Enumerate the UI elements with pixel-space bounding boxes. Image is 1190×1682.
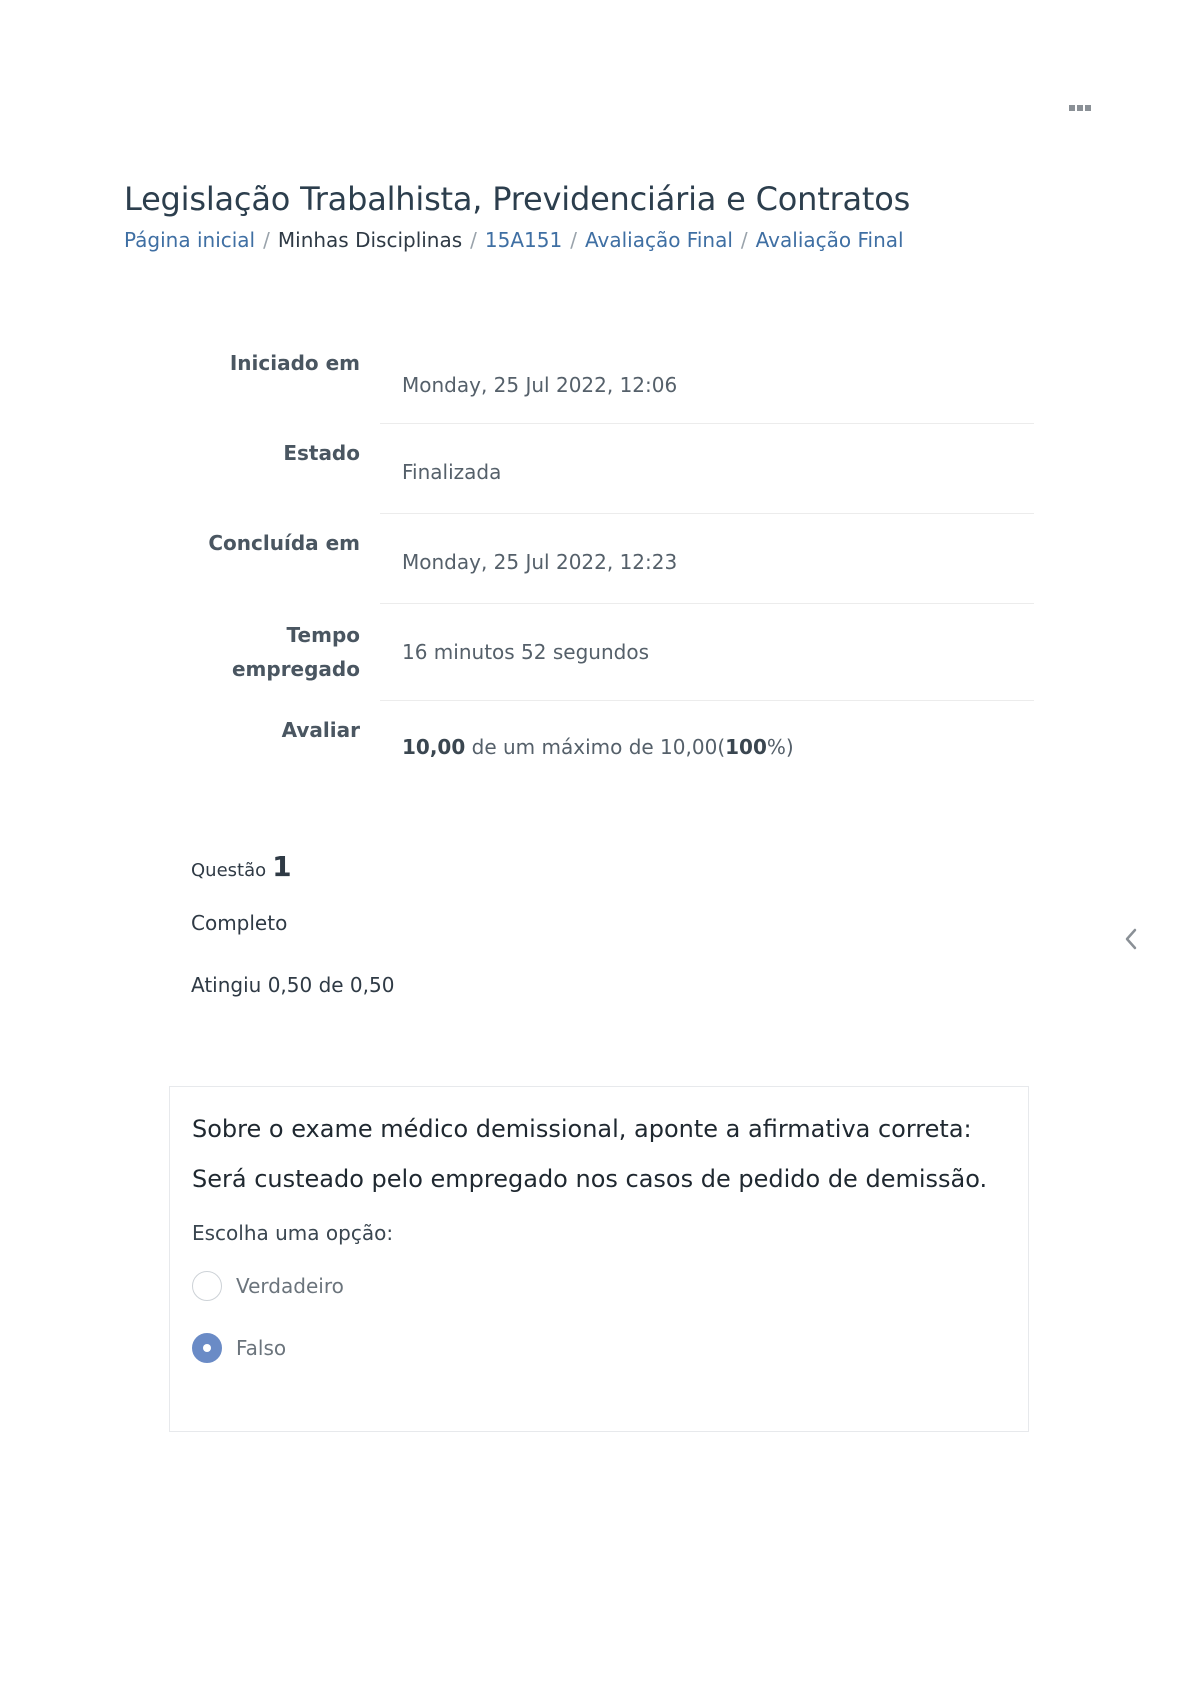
summary-row-started xyxy=(124,340,1034,424)
drawer-toggle-button[interactable] xyxy=(1116,924,1146,954)
answer-label: Falso xyxy=(236,1336,287,1360)
grade-percent: 100 xyxy=(725,735,767,759)
answer-options xyxy=(192,1263,1006,1371)
breadcrumb-quiz-link[interactable]: Avaliação Final xyxy=(755,228,904,252)
summary-label: Iniciado em xyxy=(229,351,360,375)
more-horizontal-icon xyxy=(1069,104,1091,112)
radio-button[interactable] xyxy=(192,1271,222,1301)
answer-label: Verdadeiro xyxy=(236,1274,344,1298)
breadcrumb-section-link[interactable]: Avaliação Final xyxy=(584,228,733,252)
summary-value xyxy=(380,701,1034,787)
question-text xyxy=(192,1109,1006,1199)
question-grade: Atingiu 0,50 de 0,50 xyxy=(191,973,395,997)
question-card xyxy=(169,1086,1029,1432)
grade-text: de um máximo de 10,00( xyxy=(465,735,726,759)
summary-value: Monday, 25 Jul 2022, 12:23 xyxy=(380,514,1034,604)
summary-value: 16 minutos 52 segundos xyxy=(380,604,1034,701)
page-header xyxy=(124,180,1074,252)
summary-label xyxy=(124,604,380,701)
breadcrumb-separator: / xyxy=(570,228,577,252)
summary-row-grade xyxy=(124,701,1034,787)
grade-text-end: %) xyxy=(766,735,794,759)
summary-label-line2: empregado xyxy=(231,657,360,681)
breadcrumb-separator: / xyxy=(470,228,477,252)
chevron-left-icon xyxy=(1124,927,1138,951)
breadcrumb xyxy=(124,228,1074,252)
breadcrumb-separator: / xyxy=(263,228,270,252)
breadcrumb-course-link[interactable]: 15A151 xyxy=(484,228,563,252)
breadcrumb-my-courses: Minhas Disciplinas xyxy=(277,228,463,252)
summary-label: Estado xyxy=(283,441,360,465)
question-info xyxy=(191,850,394,997)
summary-value: Finalizada xyxy=(380,424,1034,514)
question-state: Completo xyxy=(191,911,288,935)
question-number xyxy=(191,850,394,883)
answer-prompt: Escolha uma opção: xyxy=(192,1221,394,1245)
summary-label: Avaliar xyxy=(281,718,360,742)
summary-label: Concluída em xyxy=(208,531,360,555)
summary-row-state xyxy=(124,424,1034,514)
question-label: Questão xyxy=(191,860,267,881)
attempt-summary xyxy=(124,340,1034,787)
breadcrumb-separator: / xyxy=(740,228,748,252)
summary-row-time-taken xyxy=(124,604,1034,701)
breadcrumb-home-link[interactable]: Página inicial xyxy=(124,228,256,252)
page-title: Legislação Trabalhista, Previdenciária e Contratos xyxy=(124,180,911,218)
summary-label-line1: Tempo xyxy=(286,623,360,647)
summary-value: Monday, 25 Jul 2022, 12:06 xyxy=(380,340,1034,424)
radio-button-selected[interactable] xyxy=(192,1333,222,1363)
question-statement: Será custeado pelo empregado nos casos de pedido de demissão. xyxy=(192,1165,988,1193)
question-number-value: 1 xyxy=(272,850,292,883)
answer-option-true[interactable] xyxy=(192,1263,1006,1309)
answer-option-false[interactable] xyxy=(192,1325,1006,1371)
more-options-button[interactable] xyxy=(1068,96,1092,120)
summary-row-completed xyxy=(124,514,1034,604)
grade-score: 10,00 xyxy=(402,735,466,759)
question-prompt-text: Sobre o exame médico demissional, aponte a afirmativa correta: xyxy=(192,1115,972,1143)
